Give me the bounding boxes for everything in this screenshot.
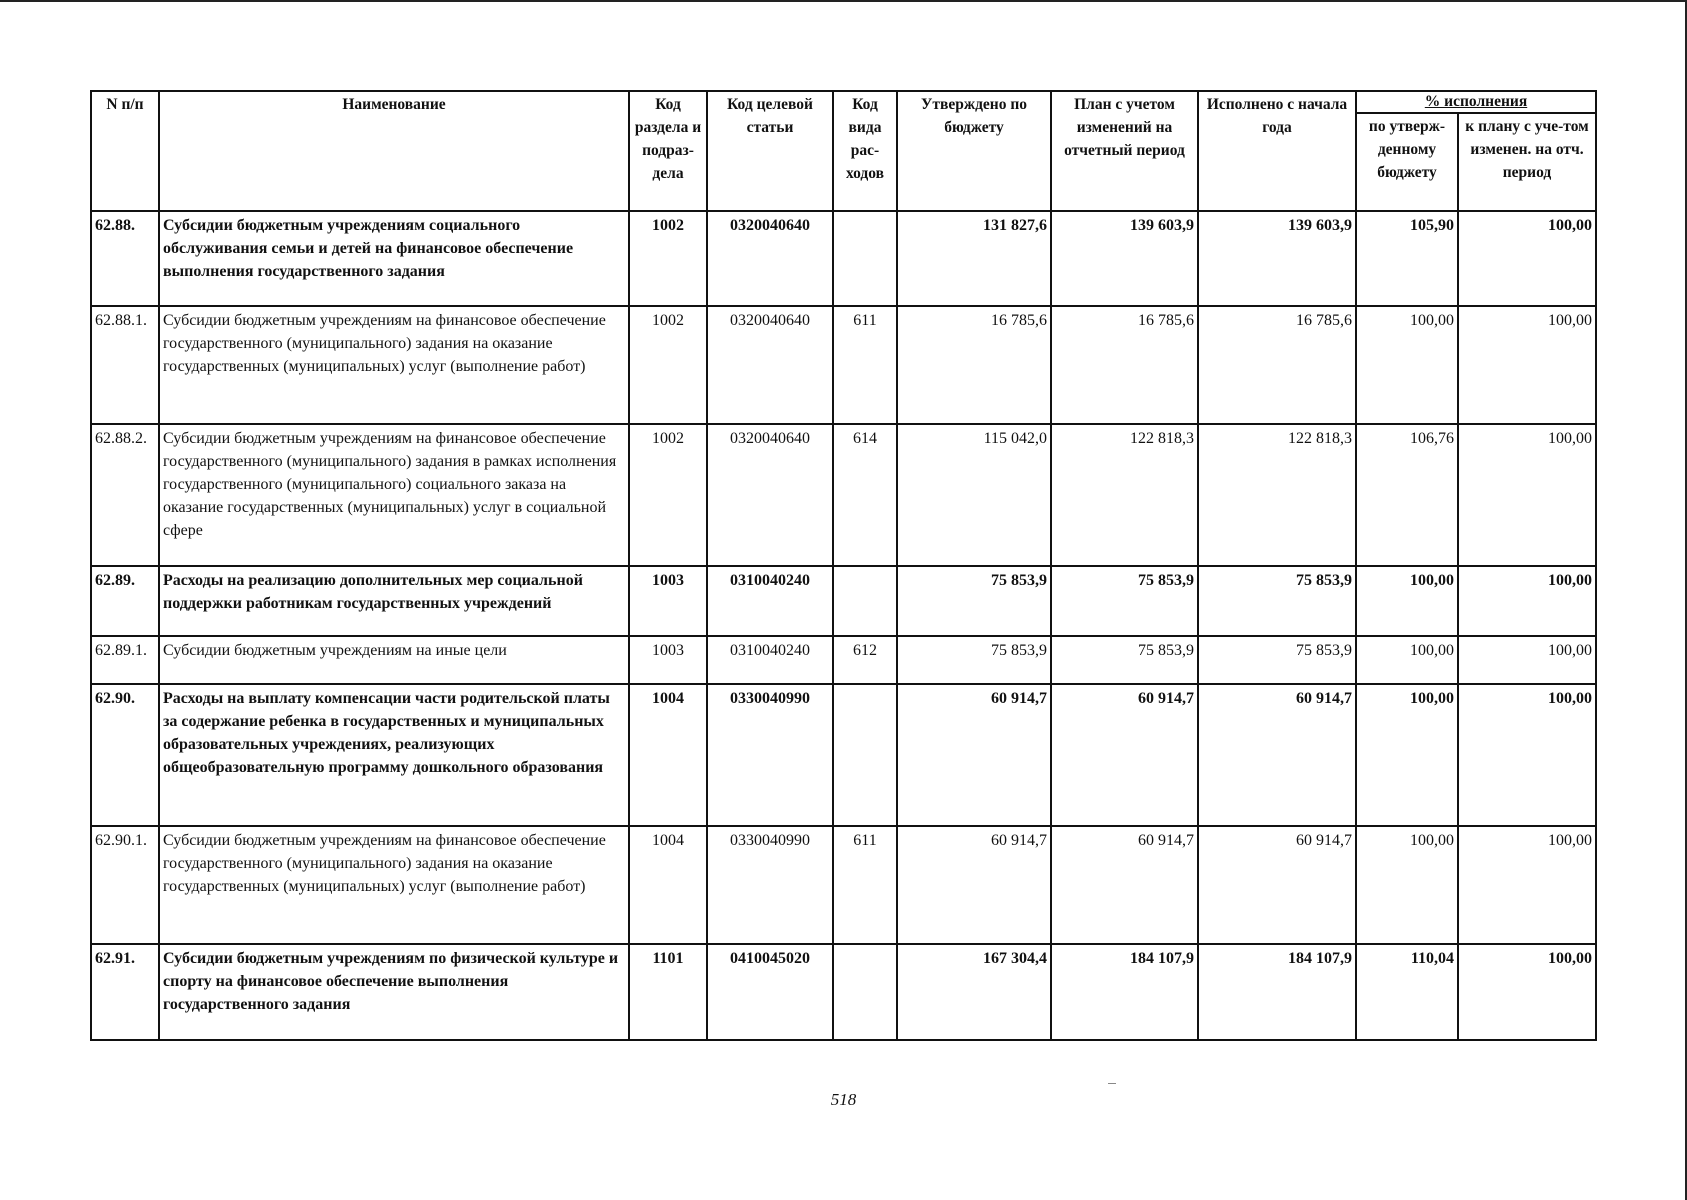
row-pct-plan: 100,00 — [1458, 944, 1596, 1040]
header-plan: План с учетом изменений на отчетный период — [1051, 91, 1198, 211]
row-name: Расходы на реализацию дополнительных мер социальной поддержки работникам государственных учреждений — [159, 566, 629, 636]
row-pct-approved: 105,90 — [1356, 211, 1458, 306]
row-executed: 139 603,9 — [1198, 211, 1356, 306]
row-plan: 60 914,7 — [1051, 826, 1198, 944]
row-target-code: 0310040240 — [707, 566, 833, 636]
row-executed: 184 107,9 — [1198, 944, 1356, 1040]
row-section-code: 1002 — [629, 211, 707, 306]
header-pct-plan: к плану с уче-том изменен. на отч. период — [1458, 113, 1596, 211]
row-target-code: 0310040240 — [707, 636, 833, 684]
row-pct-plan: 100,00 — [1458, 306, 1596, 424]
scan-edge-top — [0, 0, 1687, 2]
row-plan: 60 914,7 — [1051, 684, 1198, 826]
row-expense-kind-code — [833, 211, 897, 306]
row-expense-kind-code: 611 — [833, 826, 897, 944]
row-approved: 60 914,7 — [897, 684, 1051, 826]
row-expense-kind-code: 614 — [833, 424, 897, 566]
row-pct-approved: 110,04 — [1356, 944, 1458, 1040]
row-pct-approved: 100,00 — [1356, 826, 1458, 944]
header-expense-kind-code: Код вида рас-ходов — [833, 91, 897, 211]
table-row — [91, 636, 1596, 684]
header-section-code: Код раздела и подраз-дела — [629, 91, 707, 211]
table-header — [91, 91, 1596, 211]
row-approved: 131 827,6 — [897, 211, 1051, 306]
scan-speck — [1108, 1083, 1116, 1084]
row-approved: 115 042,0 — [897, 424, 1051, 566]
row-expense-kind-code — [833, 944, 897, 1040]
row-num: 62.90. — [91, 684, 159, 826]
table-row — [91, 944, 1596, 1040]
row-expense-kind-code — [833, 684, 897, 826]
row-num: 62.90.1. — [91, 826, 159, 944]
row-section-code: 1101 — [629, 944, 707, 1040]
row-executed: 75 853,9 — [1198, 636, 1356, 684]
row-num: 62.88. — [91, 211, 159, 306]
row-num: 62.88.2. — [91, 424, 159, 566]
row-section-code: 1002 — [629, 306, 707, 424]
row-section-code: 1002 — [629, 424, 707, 566]
row-executed: 75 853,9 — [1198, 566, 1356, 636]
row-name: Субсидии бюджетным учреждениям по физической культуре и спорту на финансовое обеспечение выполнения государственного задания — [159, 944, 629, 1040]
row-pct-plan: 100,00 — [1458, 211, 1596, 306]
row-executed: 122 818,3 — [1198, 424, 1356, 566]
row-executed: 60 914,7 — [1198, 826, 1356, 944]
row-section-code: 1004 — [629, 826, 707, 944]
row-section-code: 1003 — [629, 566, 707, 636]
row-section-code: 1004 — [629, 684, 707, 826]
header-pct-group: % исполнения — [1356, 91, 1596, 113]
row-num: 62.89. — [91, 566, 159, 636]
header-approved: Утверждено по бюджету — [897, 91, 1051, 211]
row-executed: 16 785,6 — [1198, 306, 1356, 424]
table-row — [91, 826, 1596, 944]
table-body — [91, 211, 1596, 1040]
row-pct-plan: 100,00 — [1458, 826, 1596, 944]
row-name: Расходы на выплату компенсации части родительской платы за содержание ребенка в государственных и муниципальных образовательных учреждениях, реализующих общеобразовательную программу дошкольного образования — [159, 684, 629, 826]
row-plan: 184 107,9 — [1051, 944, 1198, 1040]
budget-execution-table — [90, 90, 1597, 1041]
table-row — [91, 306, 1596, 424]
row-target-code: 0320040640 — [707, 306, 833, 424]
row-name: Субсидии бюджетным учреждениям социального обслуживания семьи и детей на финансовое обеспечение выполнения государственного задания — [159, 211, 629, 306]
row-pct-plan: 100,00 — [1458, 636, 1596, 684]
row-approved: 16 785,6 — [897, 306, 1051, 424]
table-row — [91, 424, 1596, 566]
row-expense-kind-code: 612 — [833, 636, 897, 684]
header-name: Наименование — [159, 91, 629, 211]
row-plan: 139 603,9 — [1051, 211, 1198, 306]
row-approved: 75 853,9 — [897, 636, 1051, 684]
row-pct-approved: 100,00 — [1356, 636, 1458, 684]
row-target-code: 0320040640 — [707, 211, 833, 306]
header-pct-approved: по утверж-денному бюджету — [1356, 113, 1458, 211]
row-pct-approved: 100,00 — [1356, 306, 1458, 424]
row-pct-plan: 100,00 — [1458, 566, 1596, 636]
row-num: 62.91. — [91, 944, 159, 1040]
row-pct-approved: 100,00 — [1356, 684, 1458, 826]
row-approved: 75 853,9 — [897, 566, 1051, 636]
table-row — [91, 211, 1596, 306]
row-name: Субсидии бюджетным учреждениям на иные цели — [159, 636, 629, 684]
row-executed: 60 914,7 — [1198, 684, 1356, 826]
header-target-code: Код целевой статьи — [707, 91, 833, 211]
row-target-code: 0330040990 — [707, 826, 833, 944]
row-plan: 16 785,6 — [1051, 306, 1198, 424]
row-plan: 75 853,9 — [1051, 566, 1198, 636]
row-name: Субсидии бюджетным учреждениям на финансовое обеспечение государственного (муниципального) задания на оказание государственных (муниципальных) услуг (выполнение работ) — [159, 826, 629, 944]
row-num: 62.89.1. — [91, 636, 159, 684]
row-target-code: 0320040640 — [707, 424, 833, 566]
row-section-code: 1003 — [629, 636, 707, 684]
row-pct-approved: 100,00 — [1356, 566, 1458, 636]
row-pct-plan: 100,00 — [1458, 684, 1596, 826]
row-target-code: 0410045020 — [707, 944, 833, 1040]
row-name: Субсидии бюджетным учреждениям на финансовое обеспечение государственного (муниципального) задания в рамках исполнения государственного (муниципального) социального заказа на оказание государственных (муниципальных) услуг в социальной сфере — [159, 424, 629, 566]
header-executed: Исполнено с начала года — [1198, 91, 1356, 211]
page-number: 518 — [830, 1090, 857, 1109]
row-pct-plan: 100,00 — [1458, 424, 1596, 566]
row-approved: 167 304,4 — [897, 944, 1051, 1040]
row-expense-kind-code — [833, 566, 897, 636]
row-expense-kind-code: 611 — [833, 306, 897, 424]
row-approved: 60 914,7 — [897, 826, 1051, 944]
table-row — [91, 566, 1596, 636]
table-row — [91, 684, 1596, 826]
row-target-code: 0330040990 — [707, 684, 833, 826]
row-num: 62.88.1. — [91, 306, 159, 424]
row-name: Субсидии бюджетным учреждениям на финансовое обеспечение государственного (муниципального) задания на оказание государственных (муниципальных) услуг (выполнение работ) — [159, 306, 629, 424]
row-plan: 122 818,3 — [1051, 424, 1198, 566]
header-num: N п/п — [91, 91, 159, 211]
row-pct-approved: 106,76 — [1356, 424, 1458, 566]
row-plan: 75 853,9 — [1051, 636, 1198, 684]
